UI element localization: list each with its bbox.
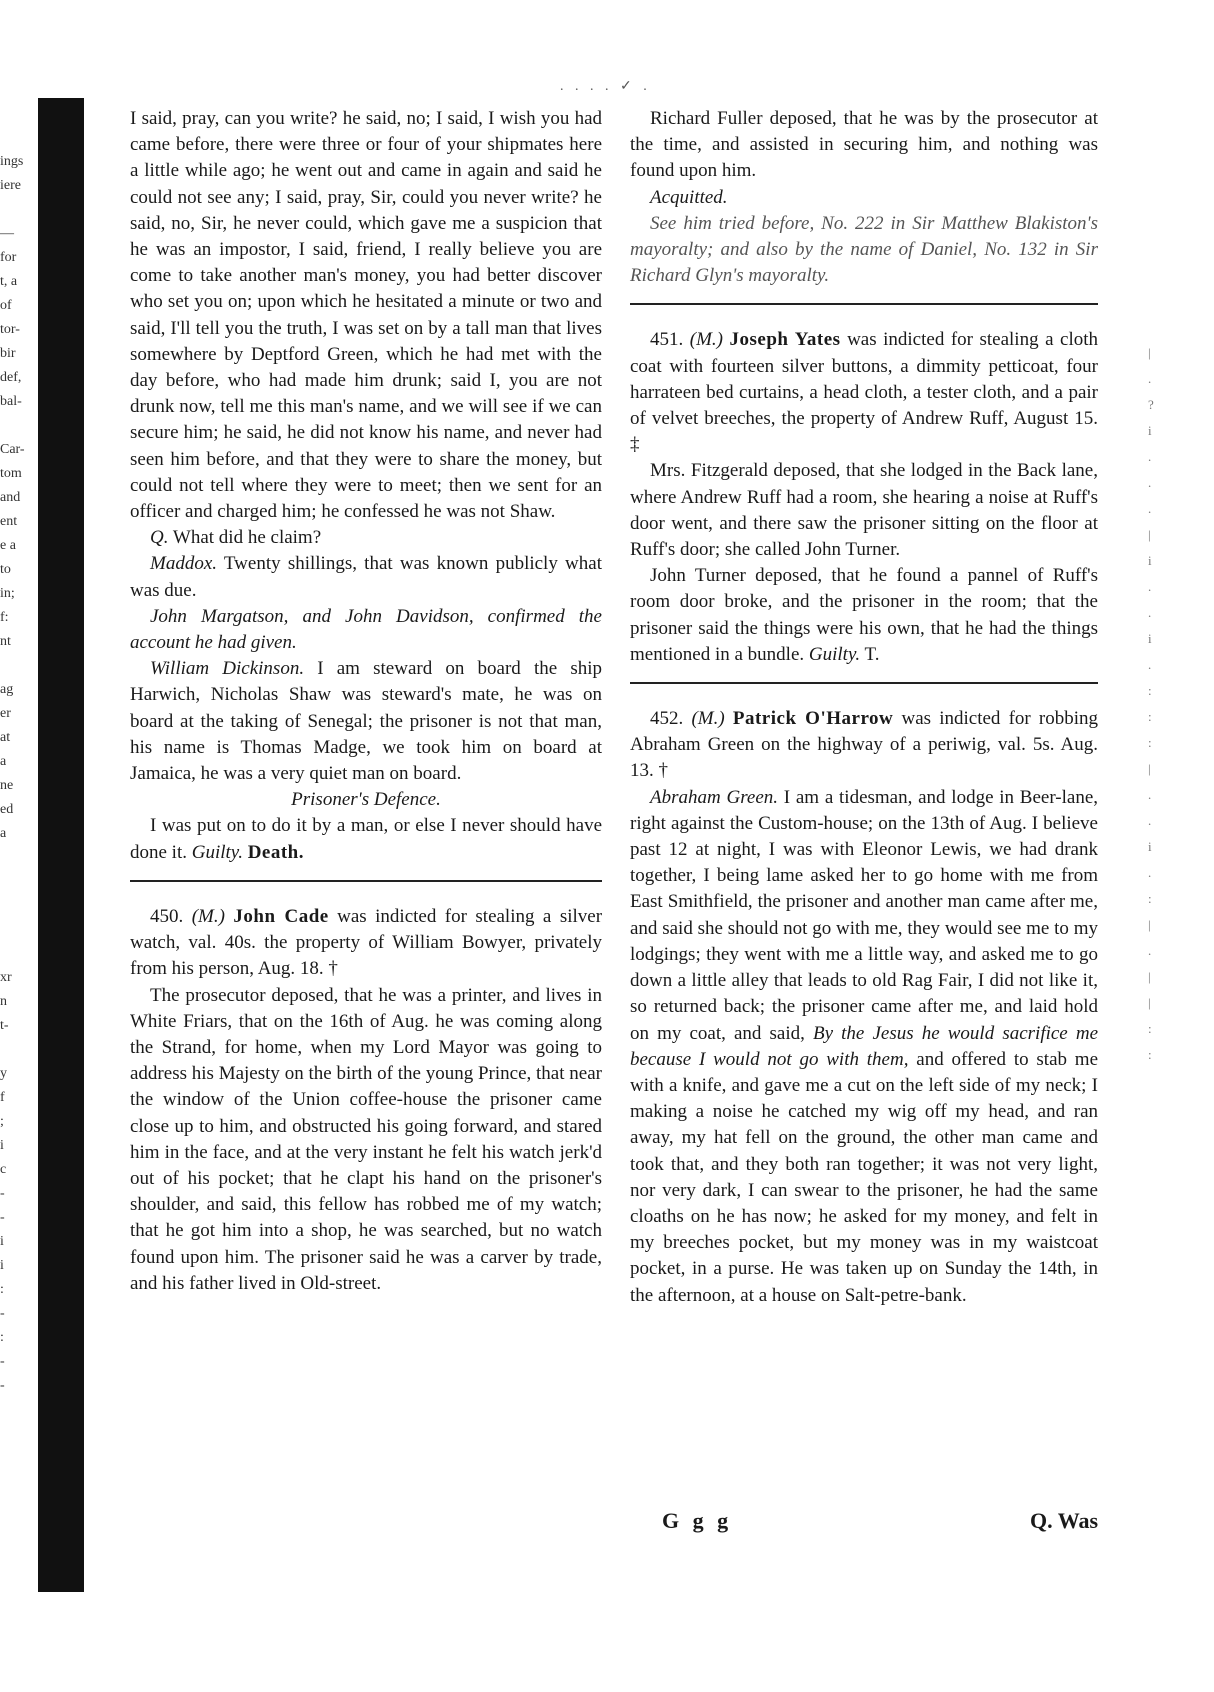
margin-fragment: | <box>1148 917 1151 932</box>
margin-fragment: i <box>0 1138 4 1153</box>
case-heading <box>130 904 602 983</box>
margin-fragment: | <box>1148 761 1151 776</box>
margin-fragment: . <box>1148 657 1152 672</box>
margin-fragment: i <box>1148 839 1152 854</box>
margin-fragment <box>0 894 38 918</box>
margin-fragment: ne <box>0 778 14 793</box>
margin-fragment: : <box>1148 1047 1152 1062</box>
margin-fragment: - <box>0 1210 5 1225</box>
defendant-name: Patrick O'Harrow <box>732 708 894 730</box>
defence-paragraph <box>130 813 602 865</box>
margin-fragment: - <box>0 1378 5 1393</box>
question-text: What did he claim? <box>172 527 322 549</box>
margin-fragment: | <box>1148 345 1151 360</box>
defendant-name: Joseph Yates <box>729 329 841 351</box>
testimony <box>630 785 1098 1309</box>
quoted-speech: By the Jesus he would sacrifice me because I would not go with them, <box>630 1022 1098 1070</box>
verdict: Guilty. <box>808 643 861 665</box>
margin-fragment <box>0 918 38 942</box>
case-mark: (M.) <box>691 708 725 730</box>
margin-fragment: ? <box>1148 397 1154 412</box>
indictment-text: was indicted for robbing Abraham Green on the highway of a periwig, val. 5s. Aug. 13. † <box>630 708 1099 782</box>
margin-fragment: in; <box>0 586 15 601</box>
catchword: Q. Was <box>1030 1508 1099 1533</box>
right-margin-bleed <box>1148 340 1178 1068</box>
margin-fragment: xr <box>0 970 12 985</box>
margin-fragment <box>0 198 38 222</box>
margin-fragment: def, <box>0 370 22 385</box>
margin-fragment: : <box>1148 1021 1152 1036</box>
defence-heading: Prisoner's Defence. <box>291 789 441 811</box>
margin-fragment: ings <box>0 154 24 169</box>
testimony-text: I am a tidesman, and lodge in Beer-lane, right against the Custom-house; on the 13th of Aug. I believe past 12 at night, I was with Eleonor Lewis, we had drank together, I being lame asked her to go home with me from East Smithfield, the prisoner and another man came after me, and said she should not go with me, they would see me to my lodgings; they went with me a little way, and asked me to go down a little alley that leads to old Rag Fair, I did not like it, so returned back; the prisoner came after me, and laid hold on my coat, and said, <box>630 786 1099 1044</box>
right-column <box>630 106 1098 1309</box>
margin-fragment: iere <box>0 178 21 193</box>
left-margin-bleed <box>0 150 38 1398</box>
paragraph: I said, pray, can you write? he said, no; I said, I wish you had came before, there were three or four of your shipmates here a little while ago; he went out and came in again and said he could not see any; I said, pray, Sir, could you never write? he said, no, Sir, he never could, which gave me a suspicion that he was an impostor, I said, friend, I really believe you are come to take another man's money, you had better discover who set you on; upon which he hesitated a minute or two and said, I'll tell you the truth, I was set on by a tall man that lives somewhere by Deptford Green, which he had met with the day before, who had made him drunk; said I, you are not drunk now, tell me this man's name, and we will see if we can secure him; he said, he did not know his name, and never had seen him before, and that they were to share the money, but could not tell where they were to meet; then we sent for an officer and charged him; he confessed he was not Shaw. <box>130 108 602 523</box>
answer-text: Twenty shillings, that was known publicly what was due. <box>130 553 602 601</box>
testimony-text: and offered to stab me with a knife, and gave me a cut on the left side of my neck; I making a noise he catched my wig off my head, and ran away, my hat fell on the ground, the other man came and took that, and they both ran together; it was not very light, nor very dark, I can swear to the prisoner, he had the same cloaths on he has now; he asked for my money, and felt in my breeches pocket, but my money was in my waistcoat pocket, in a purse. He was taken up on Sunday the 14th, in the afternoon, at a house on Salt-petre-bank. <box>630 1048 1099 1306</box>
margin-fragment: . <box>1148 813 1152 828</box>
section-divider <box>630 303 1098 305</box>
cross-reference: See him tried before, No. 222 in Sir Matthew Blakiston's mayoralty; and also by the name of Daniel, No. 132 in Sir Richard Glyn's mayoralty. <box>630 212 1098 287</box>
paragraph <box>630 563 1098 668</box>
margin-fragment: . <box>1148 865 1152 880</box>
margin-fragment: | <box>1148 969 1151 984</box>
case-mark: (M.) <box>689 329 723 351</box>
margin-fragment: e a <box>0 538 16 553</box>
testimony-text: I am steward on board the ship Harwich, Nicholas Shaw was steward's mate, he was on board at the taking of Senegal; the prisoner is not that man, his name is Thomas Madge, we took him on board at Jamaica, he was a very quiet man on board. <box>130 658 603 785</box>
top-mark: . . . . ✓ . <box>560 79 651 94</box>
margin-fragment: ag <box>0 682 14 697</box>
verdict: Guilty. <box>191 841 243 863</box>
margin-fragment: ed <box>0 802 14 817</box>
margin-fragment: f: <box>0 610 9 625</box>
margin-fragment: a <box>0 826 7 841</box>
margin-fragment: - <box>0 1306 5 1321</box>
margin-fragment: tor- <box>0 322 20 337</box>
case-heading <box>630 706 1098 785</box>
margin-fragment: : <box>1148 735 1152 750</box>
margin-fragment: i <box>1148 553 1152 568</box>
margin-fragment: y <box>0 1066 7 1081</box>
speaker-name: Maddox. <box>150 553 218 575</box>
signature-mark: G g g <box>662 1508 733 1533</box>
case-number: 450. <box>150 905 184 927</box>
margin-fragment: to <box>0 562 11 577</box>
margin-fragment: t- <box>0 1018 9 1033</box>
margin-fragment: . <box>1148 449 1152 464</box>
case-mark: (M.) <box>191 905 225 927</box>
margin-fragment: er <box>0 706 11 721</box>
testimony-text: John Turner deposed, that he found a pannel of Ruff's room door broke, and the prisoner in the room; that the prisoner said the things were his own, that he had the things mentioned in a bundle. <box>630 565 1098 665</box>
paragraph: The prosecutor deposed, that he was a printer, and lives in White Friars, that on the 16th of Aug. he was coming along the Strand, for home, when my Lord Mayor was going to address his Majesty on the birth of the young Prince, that near the window of the Union coffee-house the prisoner came close up to him, and obstructed his going forward, and stared him in the face, and at the very instant he felt his watch jerk'd out of his pocket; that he clapt his hand on the prisoner's shoulder, and said, this fellow has robbed me of my watch; that he got him into a shop, he was searched, but no watch found upon him. The prisoner said he was a carver by trade, and his father lived in Old-street. <box>130 984 602 1294</box>
speaker-name: William Dickinson. <box>150 658 305 680</box>
margin-fragment: n <box>0 994 7 1009</box>
margin-fragment: bal- <box>0 394 22 409</box>
margin-fragment <box>0 870 38 894</box>
margin-fragment: — <box>0 226 14 241</box>
margin-fragment: of <box>0 298 12 313</box>
margin-fragment: i <box>1148 631 1152 646</box>
margin-fragment: c <box>0 1162 7 1177</box>
margin-fragment: : <box>0 1282 4 1297</box>
margin-fragment: . <box>1148 943 1152 958</box>
margin-fragment: ent <box>0 514 18 529</box>
margin-fragment <box>0 1038 38 1062</box>
margin-fragment <box>0 846 38 870</box>
margin-fragment: . <box>1148 605 1152 620</box>
defence-text: I was put on to do it by a man, or else I never should have done it. <box>130 815 602 863</box>
margin-fragment: . <box>1148 475 1152 490</box>
margin-fragment: bir <box>0 346 16 361</box>
left-column <box>130 106 602 1297</box>
margin-fragment: : <box>1148 683 1152 698</box>
margin-fragment: : <box>1148 891 1152 906</box>
margin-fragment: . <box>1148 579 1152 594</box>
section-divider <box>630 682 1098 684</box>
margin-fragment <box>0 654 38 678</box>
verdict: Acquitted. <box>650 186 728 208</box>
margin-fragment: for <box>0 250 17 265</box>
binding-gutter <box>38 98 84 1592</box>
sentence: T. <box>864 643 880 665</box>
margin-fragment: - <box>0 1354 5 1369</box>
case-number: 452. <box>650 708 684 730</box>
margin-fragment: a <box>0 754 7 769</box>
margin-fragment <box>0 942 38 966</box>
margin-fragment <box>0 414 38 438</box>
testimony <box>130 656 602 787</box>
answer-line <box>130 551 602 603</box>
margin-fragment: . <box>1148 371 1152 386</box>
margin-fragment: at <box>0 730 11 745</box>
margin-fragment: | <box>1148 995 1151 1010</box>
margin-fragment: . <box>1148 501 1152 516</box>
section-divider <box>130 880 602 882</box>
margin-fragment: t, a <box>0 274 18 289</box>
margin-fragment: and <box>0 490 21 505</box>
margin-fragment: i <box>1148 423 1152 438</box>
speaker-name: Abraham Green. <box>650 786 779 808</box>
margin-fragment: i <box>0 1234 4 1249</box>
indictment-text: was indicted for stealing a cloth coat with fourteen silver buttons, a dimmity petticoat, four harrateen bed curtains, a head cloth, a tester cloth, and a pair of velvet breeches, the property of Andrew Ruff, August 15. ‡ <box>630 329 1099 456</box>
margin-fragment: i <box>0 1258 4 1273</box>
sentence: Death. <box>247 841 305 863</box>
confirmation-line: John Margatson, and John Davidson, confirmed the account he had given. <box>130 605 602 654</box>
margin-fragment: : <box>1148 709 1152 724</box>
case-heading <box>630 327 1098 458</box>
indictment-text: was indicted for stealing a silver watch, val. 40s. the property of William Bowyer, privately from his person, Aug. 18. † <box>130 905 603 980</box>
paragraph: Richard Fuller deposed, that he was by the prosecutor at the time, and assisted in securing him, and nothing was found upon him. <box>630 108 1098 182</box>
defendant-name: John Cade <box>233 905 329 927</box>
margin-fragment: nt <box>0 634 11 649</box>
margin-fragment: tom <box>0 466 22 481</box>
margin-fragment: : <box>0 1330 4 1345</box>
margin-fragment: ; <box>0 1114 4 1129</box>
margin-fragment: . <box>1148 787 1152 802</box>
margin-fragment: - <box>0 1186 5 1201</box>
question-label: Q. <box>150 527 169 549</box>
margin-fragment: | <box>1148 527 1151 542</box>
margin-fragment: Car- <box>0 442 25 457</box>
margin-fragment: f <box>0 1090 5 1105</box>
question-line <box>130 525 602 551</box>
case-number: 451. <box>650 329 684 351</box>
paragraph: Mrs. Fitzgerald deposed, that she lodged in the Back lane, where Andrew Ruff had a room, she hearing a noise at Ruff's door went, and there saw the prisoner sitting on the floor at Ruff's door; she called John Turner. <box>630 460 1098 561</box>
